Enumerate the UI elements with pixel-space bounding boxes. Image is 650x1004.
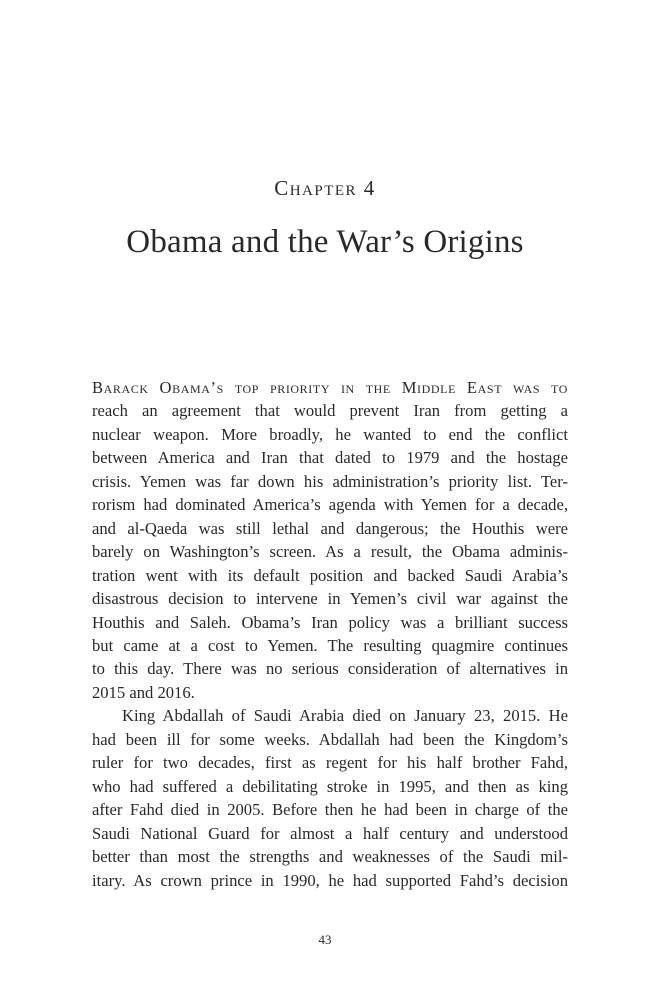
paragraph-1 (92, 376, 568, 704)
text-line: tration went with its default position and backed Saudi Arabia’s (92, 565, 568, 585)
text-line: after Fahd died in 2005. Before then he had been in charge of the (92, 800, 568, 820)
text-line: disastrous decision to intervene in Yemen’s civil war against the (92, 589, 568, 609)
text-line: better than most the strengths and weaknesses of the Saudi mil- (92, 847, 568, 867)
text-line: Houthis and Saleh. Obama’s Iran policy was a brilliant success (92, 612, 568, 632)
text-line: ruler for two decades, first as regent for his half brother Fahd, (92, 753, 568, 773)
chapter-label: Chapter 4 (274, 176, 376, 200)
paragraph-2 (92, 704, 568, 892)
chapter-title: Obama and the War’s Origins (126, 224, 524, 260)
text-line: barely on Washington’s screen. As a result, the Obama adminis- (92, 542, 568, 562)
text-line: nuclear weapon. More broadly, he wanted to end the conflict (92, 424, 568, 444)
text-line: who had suffered a debilitating stroke in 1995, and then as king (92, 776, 568, 796)
text-line: had been ill for some weeks. Abdallah had been the Kingdom’s (92, 729, 568, 749)
text-line: reach an agreement that would prevent Iran from getting a (92, 401, 568, 421)
text-line: 2015 and 2016. (92, 682, 195, 702)
text-line: but came at a cost to Yemen. The resulting quagmire continues (92, 635, 568, 655)
text-line: crisis. Yemen was far down his administration’s priority list. Ter- (92, 471, 568, 491)
text-line: itary. As crown prince in 1990, he had supported Fahd’s decision (92, 870, 568, 890)
text-line: between America and Iran that dated to 1979 and the hostage (92, 448, 568, 468)
text-line: Barack Obama’s top priority in the Middle East was to (92, 378, 568, 397)
page-number: 43 (318, 932, 332, 947)
body-text (92, 376, 568, 892)
text-line: to this day. There was no serious consideration of alternatives in (92, 659, 568, 679)
text-line: and al-Qaeda was still lethal and dangerous; the Houthis were (92, 518, 568, 538)
text-line: King Abdallah of Saudi Arabia died on January 23, 2015. He (122, 706, 568, 726)
text-line: Saudi National Guard for almost a half century and understood (92, 823, 568, 843)
text-line: rorism had dominated America’s agenda with Yemen for a decade, (92, 495, 568, 515)
